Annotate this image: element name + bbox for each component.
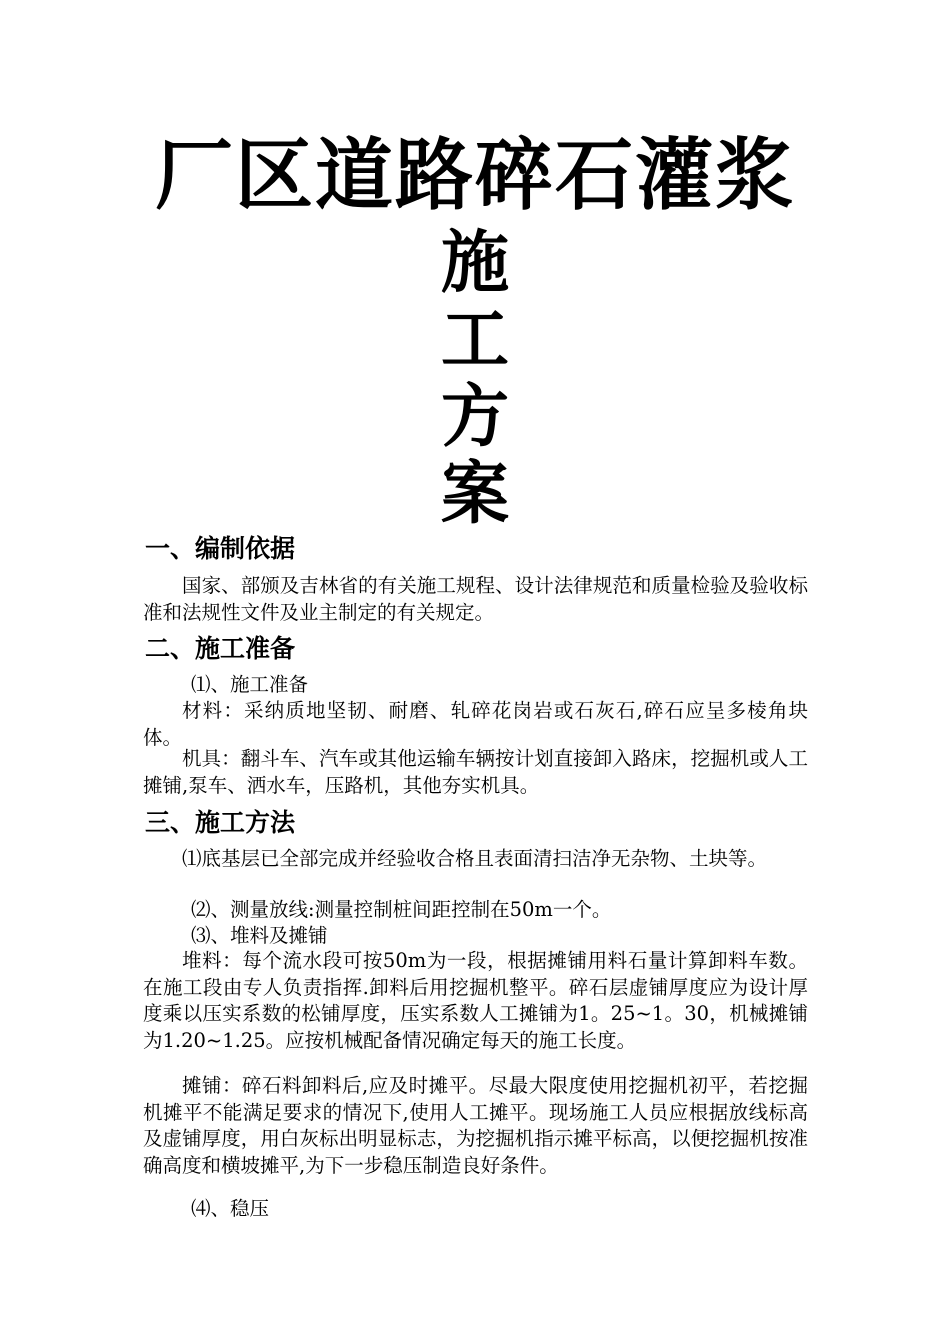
list-item-stockpile: ⑶、堆料及摊铺: [191, 924, 328, 947]
document-title: 厂区道路碎石灌浆: [154, 131, 795, 221]
list-item-preparation: ⑴、施工准备: [191, 673, 309, 696]
paragraph-spreading: 摊铺：碎石料卸料后,应及时摊平。尽最大限度使用挖掘机初平，若挖掘机摊平不能满足要求的情况下,使用人工摊平。现场施工人员应根据放线标高及虚铺厚度，用白灰标出明显标志，为挖掘机指示摊平标高，以便挖掘机按准确高度和横坡摊平,为下一步稳压制造良好条件。: [143, 1074, 808, 1177]
paragraph-base-layer: ⑴底基层已全部完成并经验收合格且表面清扫洁净无杂物、土块等。: [182, 847, 768, 870]
title-char-2: 工: [440, 300, 509, 380]
paragraph-basis: 国家、部颁及吉林省的有关施工规程、设计法律规范和质量检验及验收标准和法规性文件及业主制定的有关规定。: [143, 574, 808, 624]
paragraph-materials: 材料：采纳质地坚韧、耐磨、轧碎花岗岩或石灰石,碎石应呈多棱角块体。: [143, 699, 808, 749]
list-item-survey: ⑵、测量放线:测量控制桩间距控制在50m一个。: [191, 898, 612, 921]
title-char-3: 方: [440, 377, 509, 457]
section-heading-method: 三、施工方法: [145, 808, 296, 837]
paragraph-stockpiling: 堆料：每个流水段可按50m为一段，根据摊铺用料石量计算卸料车数。在施工段由专人负责指挥.卸料后用挖掘机整平。碎石层虚铺厚度应为设计厚度乘以压实系数的松铺厚度，压实系数人工摊铺为1。25~1。30，机械摊铺为1.20~1.25。应按机械配备情况确定每天的施工长度。: [143, 949, 808, 1052]
title-char-4: 案: [440, 454, 509, 534]
list-item-compaction: ⑷、稳压: [191, 1197, 270, 1220]
title-char-1: 施: [440, 223, 509, 303]
section-heading-basis: 一、编制依据: [145, 534, 296, 563]
paragraph-equipment: 机具：翻斗车、汽车或其他运输车辆按计划直接卸入路床，挖掘机或人工摊铺,泵车、洒水车，压路机，其他夯实机具。: [143, 747, 808, 797]
section-heading-preparation: 二、施工准备: [145, 634, 296, 663]
